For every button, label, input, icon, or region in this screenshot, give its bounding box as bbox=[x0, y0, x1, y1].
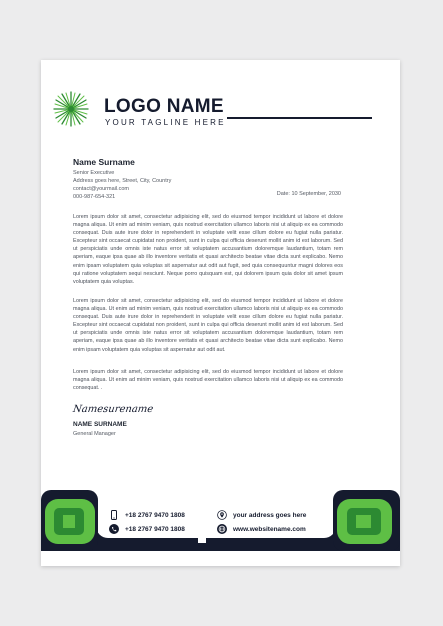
body-paragraph-2: Lorem ipsum dolor sit amet, consectetur adipisicing elit, sed do eiusmod tempor incididunt ut labore et dolore magna aliqua. Ut enim ad minim veniam, quis nostrud exercitation ullamco laboris nisi ut aliquip ex ea commodo consequat. Duis aute irure dolor in reprehenderit in voluptate velit esse cillum dolore eu fugiat nulla pariatur. Excepteur sint occaecat cupidatat non proident, sunt in culpa qui officia deserunt mollit anim id est laborum. Sed ut perspiciatis unde omnis iste natus error sit voluptatem accusantium doloremque laudantium, totam rem aperiam, eaque ipsa quae ab illo inventore veritatis et quasi architecto beatae vitae dicta sunt explicabo. Nemo enim ipsam voluptatem quia voluptas sit aspernatur aut odit aut. bbox=[73, 298, 343, 353]
logo-name: LOGO NAME bbox=[104, 96, 224, 117]
handwritten-signature: Namesurename bbox=[72, 404, 154, 415]
phone-number: +18 2767 9470 1808 bbox=[125, 525, 185, 533]
starburst-logo-icon bbox=[53, 91, 89, 127]
globe-icon bbox=[217, 524, 227, 534]
address-text: your address goes here bbox=[233, 511, 307, 519]
sender-phone: 000-987-654-321 bbox=[73, 194, 116, 200]
sender-email: contact@yourmail.com bbox=[73, 186, 130, 192]
sender-name: Name Surname bbox=[73, 157, 135, 167]
body-paragraph-3: Lorem ipsum dolor sit amet, consectetur adipisicing elit, sed do eiusmod tempor incididunt ut labore et dolore magna aliqua. Ut enim ad minim veniam, quis nostrud exercitation ullamco laboris nisi ut aliquip ex ea commodo consequat. . bbox=[73, 369, 343, 392]
letter-date: Date: 10 September, 2030 bbox=[276, 191, 341, 197]
tagline: YOUR TAGLINE HERE bbox=[105, 118, 226, 127]
mobile-number: +18 2767 9470 1808 bbox=[125, 511, 185, 519]
footer-band bbox=[41, 490, 400, 551]
footer-shapes bbox=[41, 490, 400, 551]
footer-mobile bbox=[109, 510, 185, 520]
footer-phone bbox=[109, 524, 185, 534]
website-url[interactable]: www.websitename.com bbox=[233, 525, 306, 533]
footer-website bbox=[217, 524, 306, 534]
body-paragraph-1: Lorem ipsum dolor sit amet, consectetur adipisicing elit, sed do eiusmod tempor incididunt ut labore et dolore magna aliqua. Ut enim ad minim veniam, quis nostrud exercitation ullamco laboris nisi ut aliquip ex ea commodo consequat. Duis aute irure dolor in reprehenderit in voluptate velit esse cillum dolore eu fugiat nulla pariatur. Excepteur sint occaecat cupidatat non proident, sunt in culpa qui officia deserunt mollit anim id est laborum. Sed ut perspiciatis unde omnis iste natus error sit voluptatem accusantium doloremque laudantium, totam rem aperiam, eaque ipsa quae ab illo inventore veritatis et quasi architecto beatae vitae dicta sunt explicabo. Nemo enim ipsam voluptatem quia voluptas sit aspernatur aut odit aut fugit, sed quia consequuntur magni dolores eos qui ratione voluptatem sequi nesciunt. Neque porro quisquam est, qui dolorem ipsum quia dolor sit amet ipsum voluptatem quia voluptas. bbox=[73, 214, 343, 285]
footer-address bbox=[217, 510, 306, 520]
sender-address: Address goes here, Street, City, Country bbox=[73, 178, 172, 184]
location-pin-icon bbox=[217, 510, 227, 520]
signatory-name: NAME SURNAME bbox=[73, 421, 127, 428]
mobile-phone-icon bbox=[109, 510, 119, 520]
phone-icon bbox=[109, 524, 119, 534]
letterhead-page bbox=[41, 60, 400, 566]
sender-title: Senior Executive bbox=[73, 170, 115, 176]
signatory-title: General Manager bbox=[73, 431, 116, 437]
header-divider bbox=[227, 117, 372, 119]
